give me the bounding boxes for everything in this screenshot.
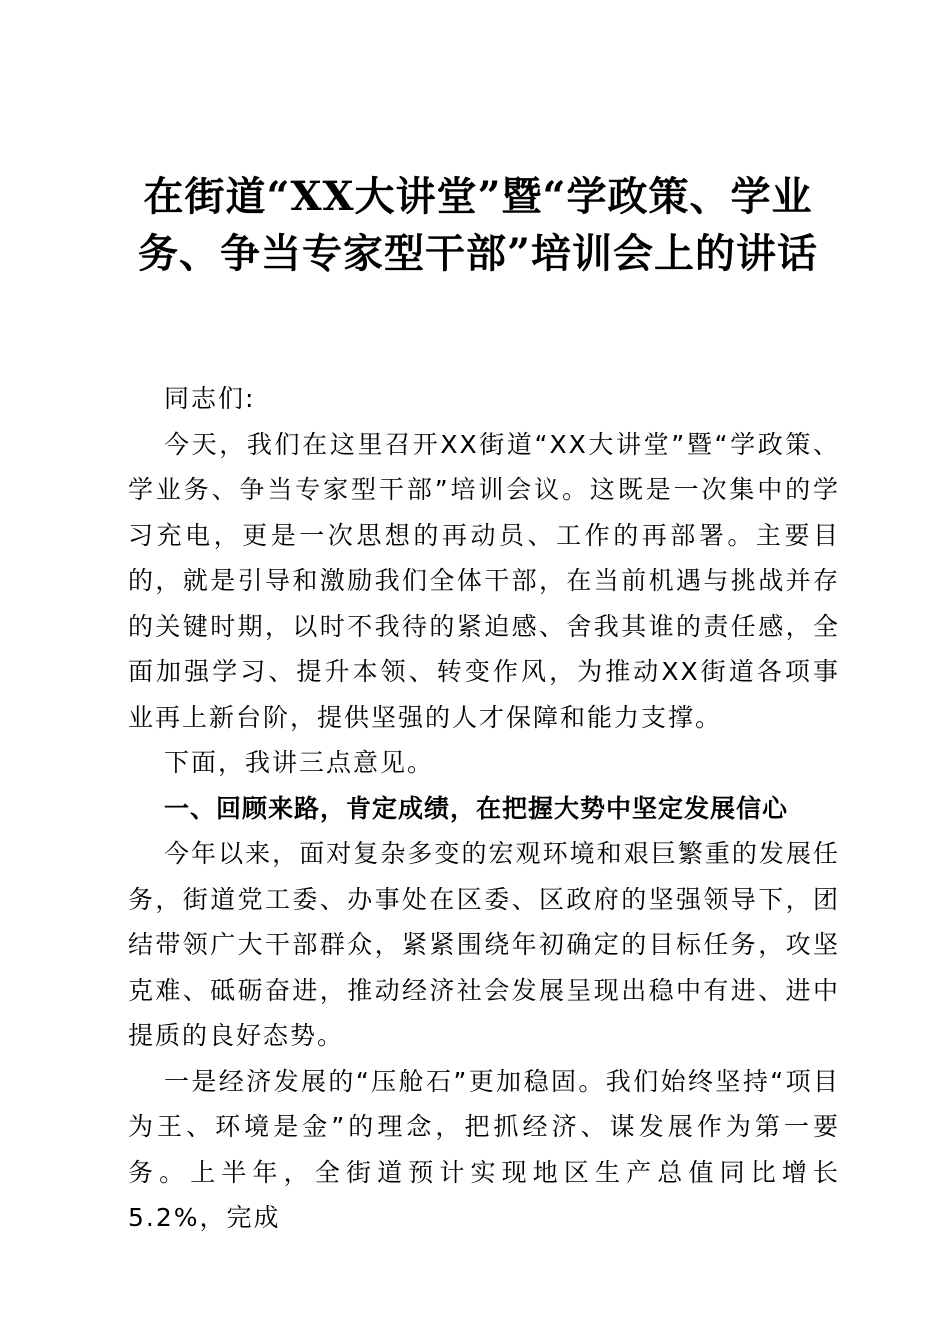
- document-body: [128, 376, 840, 1241]
- salutation: 同志们:: [164, 384, 256, 413]
- document-title: 在街道“XX大讲堂”暨“学政策、学业务、争当专家型干部”培训会上的讲话: [137, 173, 818, 277]
- paragraph-outline: 下面，我讲三点意见。: [164, 748, 435, 777]
- paragraph-intro: 今天，我们在这里召开XX街道“XX大讲堂”暨“学政策、学业务、争当专家型干部”培训会议。这既是一次集中的学习充电，更是一次思想的再动员、工作的再部署。主要目的，就是引导和激励我们全体干部，在当前机遇与挑战并存的关键时期，以时不我待的紧迫感、舍我其谁的责任感，全面加强学习、提升本领、转变作风，为推动XX街道各项事业再上新台阶，提供坚强的人才保障和能力支撑。: [128, 429, 840, 732]
- paragraph-section-point-one: 一是经济发展的“压舱石”更加稳固。我们始终坚持“项目为王、环境是金”的理念，把抓经济、谋发展作为第一要务。上半年，全街道预计实现地区生产总值同比增长5.2%，完成: [128, 1066, 840, 1232]
- paragraph-section-overview: 今年以来，面对复杂多变的宏观环境和艰巨繁重的发展任务，街道党工委、办事处在区委、区政府的坚强领导下，团结带领广大干部群众，紧紧围绕年初确定的目标任务，攻坚克难、砥砺奋进，推动经济社会发展呈现出稳中有进、进中提质的良好态势。: [128, 839, 840, 1050]
- section-heading: 一、回顾来路，肯定成绩，在把握大势中坚定发展信心: [164, 793, 789, 823]
